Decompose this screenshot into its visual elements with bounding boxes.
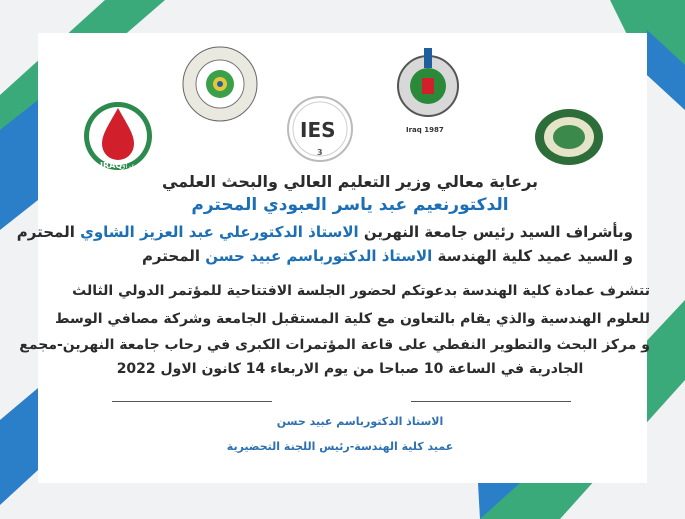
- ribbon-bottom-left-blue: [0, 388, 38, 505]
- signature-title: عميد كلية الهندسة-رئيس اللجنة التحضيرية: [226, 440, 454, 453]
- nahrain-university-logo: [384, 38, 472, 138]
- nahrain-logo-year: Iraq 1987: [406, 126, 444, 134]
- invitation-body-line-4: الجادرية في الساعة 10 صباحا من يوم الاربعاء 14 كانون الاول 2022: [116, 361, 584, 377]
- invitation-body-line-3: و مركز البحث والتطوير النفطي على قاعة المؤتمرات الكبرى في رحاب جامعة النهرين-مجمع: [19, 337, 650, 353]
- minister-name: الدكتورنعيم عبد ياسر العبودي المحترم: [191, 195, 509, 215]
- al-mustaqbal-college-logo: [533, 107, 605, 167]
- iraq-logo-text: IRAQ: [100, 161, 123, 170]
- signature-line-right: [411, 401, 571, 402]
- dean-name: الاستاذ الدكتورباسم عبيد حسن: [205, 247, 433, 265]
- dean-suffix: المحترم: [141, 247, 206, 265]
- invitation-body-line-2: للعلوم الهندسية والذي يقام بالتعاون مع كلية المستقبل الجامعة وشركة مصافي الوسط: [54, 311, 650, 327]
- president-line: [16, 223, 633, 241]
- dean-prefix: و السيد عميد كلية الهندسة: [432, 247, 633, 265]
- ies-logo-number: 3: [317, 148, 323, 157]
- patronage-line: برعاية معالي وزير التعليم العالي والبحث العلمي: [161, 172, 539, 191]
- dean-line: [50, 247, 633, 265]
- ies-logo-text: IES: [300, 118, 336, 142]
- signature-line-left: [112, 401, 272, 402]
- invitation-body-line-1: تتشرف عمادة كلية الهندسة بدعوتكم لحضور الجلسة الافتتاحية للمؤتمر الدولي الثالث: [72, 283, 650, 299]
- president-suffix: المحترم: [16, 223, 81, 241]
- iraq-blood-drop-logo: [82, 100, 154, 172]
- al-nahrain-college-logo: [181, 45, 259, 123]
- iraq-logo-ar-text: عراق: [120, 162, 136, 170]
- signature-name: الاستاذ الدكتورباسم عبيد حسن: [276, 415, 444, 428]
- president-name: الاستاذ الدكتورعلي عبد العزيز الشاوي: [80, 223, 359, 241]
- president-prefix: وبأشراف السيد رئيس جامعة النهرين: [358, 223, 633, 241]
- ies3-conference-logo: [286, 95, 354, 163]
